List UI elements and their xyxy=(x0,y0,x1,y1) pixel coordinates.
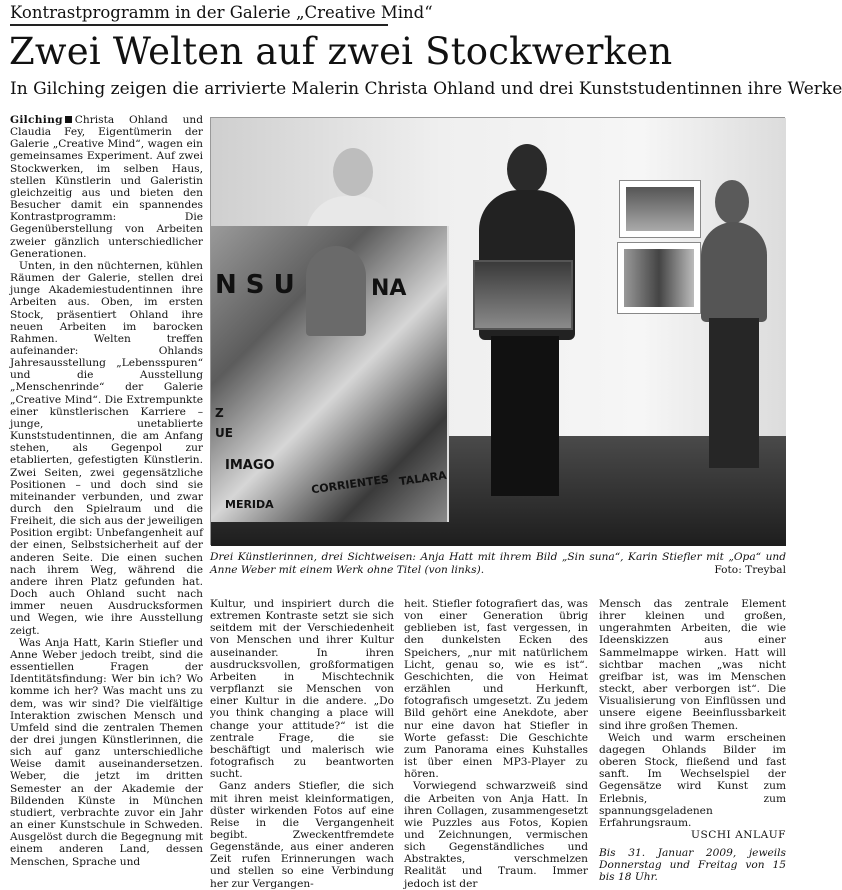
painting-text: NA xyxy=(371,276,407,301)
artist-right-head xyxy=(715,180,749,224)
paragraph: Kultur, und inspiriert durch die extremen Kontraste setzt sie sich seitdem mit der Verschiedenheit von Menschen und ihrer Kultur auseinander. In ihren ausdrucksvollen, großformatigen Arbeiten in Mischtechnik verpflanzt sie Menschen von einer Kultur in die andere. „Do you think changing a place will change your attitude?“ ist die zentrale Frage, die sie beschäftigt und malerisch wie fotografisch zu beantworten sucht. xyxy=(210,598,394,781)
artist-right-body xyxy=(701,222,767,322)
painting-text: UE xyxy=(215,426,233,440)
wall-photo-1 xyxy=(619,180,701,238)
artist-left-head xyxy=(333,148,373,196)
text-column-4 xyxy=(599,598,786,884)
author-byline: USCHI ANLAUF xyxy=(691,828,786,841)
article-kicker: Kontrastprogramm in der Galerie „Creative Mind“ xyxy=(10,2,388,26)
painting-sin-suna xyxy=(211,226,449,522)
painting-text: Z xyxy=(215,406,224,420)
artist-middle-legs xyxy=(491,336,559,496)
painting-text: CORRIENTES xyxy=(310,472,390,497)
article-headline: Zwei Welten auf zwei Stockwerken xyxy=(9,30,673,73)
text-column-3 xyxy=(404,598,588,890)
painting-text: TALARA xyxy=(398,468,448,489)
square-bullet-icon xyxy=(65,116,72,123)
photo-credit: Foto: Treybal xyxy=(714,564,786,576)
text-column-1 xyxy=(10,114,203,874)
artist-right-legs xyxy=(709,318,759,468)
paragraph: Gilching Christa Ohland und Claudia Fey, Eigentümerin der Galerie „Creative Mind“, wagen ein gemeinsames Experiment. Auf zwei Stockwerken, im selben Haus, stellen Künstlerin und Galeristin gleichzeitig aus und bieten den Besucher damit ein spannendes Kontrastprogramm: Die Gegenüberstellung von Arbeiten zweier gänzlich unterschiedlicher Generationen. xyxy=(10,114,203,260)
dateline: Gilching xyxy=(10,114,63,126)
paragraph: heit. Stiefler fotografiert das, was von einer Generation übrig geblieben ist, fast vergessen, in den dunkelsten Ecken des Speichers, „nur mit natürlichem Licht, genau so, wie es ist“. Geschichten, die von Heimat erzählen und Herkunft, fotografisch umgesetzt. Zu jedem Bild gehört eine Anekdote, aber nur eine davon hat Stiefler in Worte gefasst: Die Geschichte zum Panorama eines Kuhstalles ist über einen MP3-Player zu hören. xyxy=(404,598,588,781)
text-column-2 xyxy=(210,598,394,890)
photo-artwork-opa xyxy=(473,260,573,330)
wall-photo-2 xyxy=(617,242,701,314)
paragraph: Unten, in den nüchternen, kühlen Räumen der Galerie, stellen drei junge Akademiestudentinnen ihre Arbeiten aus. Oben, im ersten Stock, präsentiert Ohland ihre neuen Arbeiten im barocken Rahmen. Welten treffen aufeinander: Ohlands Jahresausstellung „Lebensspuren“ und die Ausstellung „Menschenrinde“ der Galerie „Creative Mind“. Die Extrempunkte einer künstlerischen Karriere – junge, unetablierte Kunststudentinnen, die am Anfang stehen, als Gegenpol zur etablierten, gefestigten Künstlerin. Zwei Seiten, zwei gegensätzliche Positionen – und doch sind sie miteinander verbunden, und zwar durch den Spielraum und die Freiheit, die sich aus der jeweiligen Position ergibt: Unbefangenheit auf der einen, Selbstsicherheit auf der anderen Seite. Die einen suchen nach ihrem Weg, während die andere ihren Platz gefunden hat. Doch auch Ohland sucht nach immer neuen Ausdrucksformen und Wegen, wie ihre Ausstellung zeigt. xyxy=(10,259,203,637)
paragraph: Weich und warm erscheinen dagegen Ohlands Bilder im oberen Stock, fließend und fast sanft. Im Wechselspiel der Gegensätze wird Kunst zum Erlebnis, zum spannungsgeladenen Erfahrungsraum. xyxy=(599,731,786,829)
paragraph: Vorwiegend schwarzweiß sind die Arbeiten von Anja Hatt. In ihren Collagen, zusammengesetzt wie Puzzles aus Fotos, Kopien und Zeichnungen, vermischen sich Gegenständliches und Abstraktes, verschmelzen Realität und Traum. Immer jedoch ist der xyxy=(404,780,588,890)
photo-caption: Drei Künstlerinnen, drei Sichtweisen: Anja Hatt mit ihrem Bild „Sin suna“, Karin Stiefler mit „Opa“ und Anne Weber mit einem Werk ohne Titel (von links). Foto: Treybal xyxy=(210,551,786,576)
exhibition-dates-note: Bis 31. Januar 2009, jeweils Donnerstag und Freitag von 15 bis 18 Uhr. xyxy=(599,847,786,884)
artist-middle-head xyxy=(507,144,547,194)
article-subhead: In Gilching zeigen die arrivierte Malerin Christa Ohland und drei Kunststudentinnen ihre Werke xyxy=(10,79,842,99)
painting-text: IMAGO xyxy=(225,458,275,473)
painting-text: MERIDA xyxy=(225,498,274,511)
paragraph: Was Anja Hatt, Karin Stiefler und Anne Weber jedoch treibt, sind die essentiellen Fragen der Identitätsfindung: Wer bin ich? Wo komme ich her? Was macht uns zu dem, was wir sind? Die vielfältige Interaktion zwischen Mensch und Umfeld sind die zentralen Themen der drei jungen Künstlerinnen, die sich auf ganz unterschiedliche Weise damit auseinandersetzen. Weber, die jetzt im dritten Semester an der Akademie der Bildenden Künste in München studiert, verbrachte zuvor ein Jahr an einer Kunstschule in Schweden. Ausgelöst durch die Begegnung mit einem anderen Land, dessen Menschen, Sprache und xyxy=(10,636,203,868)
paragraph: Ganz anders Stiefler, die sich mit ihren meist kleinformatigen, düster wirkenden Fotos auf eine Reise in die Vergangenheit begibt. Zweckentfremdete Gegenstände, aus einer anderen Zeit rufen Erinnerungen wach und stellen so eine Verbindung her zur Vergangen- xyxy=(210,780,394,890)
paragraph: Mensch das zentrale Element ihrer kleinen und großen, ungerahmten Arbeiten, die wie Ideenskizzen aus einer Sammelmappe wirken. Hatt will sichtbar machen „was nicht greifbar ist, was im Menschen steckt, aber verborgen ist“. Die Visualisierung von Einflüssen und unsere eigene Beeinflussbarkeit sind ihre großen Themen. xyxy=(599,598,786,732)
painting-text: N S U xyxy=(215,270,295,300)
gallery-photo xyxy=(210,117,785,545)
